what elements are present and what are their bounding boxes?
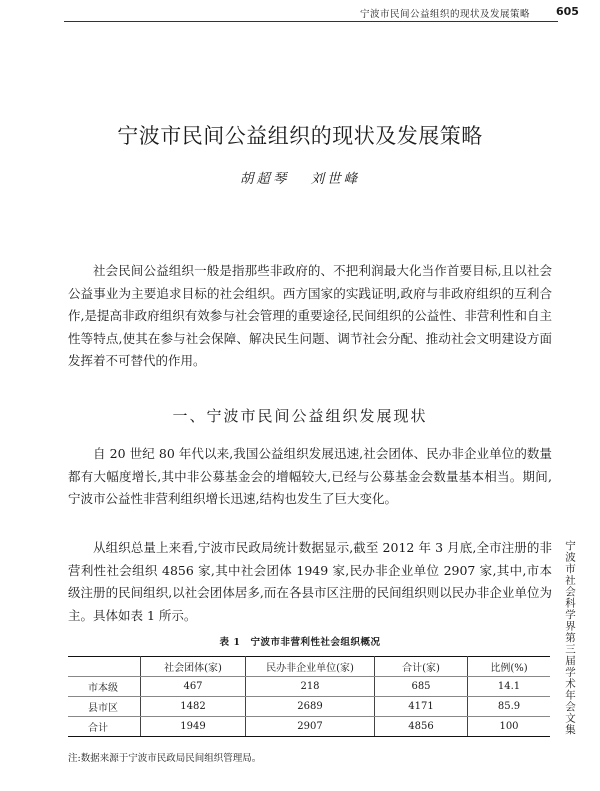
- table-cell: 4171: [375, 697, 468, 717]
- page-number: 605: [556, 5, 579, 18]
- table-cell: 2907: [246, 717, 375, 737]
- table-cell: 467: [141, 677, 246, 697]
- table-row-label: 县市区: [68, 697, 141, 717]
- table-note: 注:数据来源于宁波市民政局民间组织管理局。: [68, 753, 262, 764]
- table-header-cell: 民办非企业单位(家): [246, 657, 375, 677]
- article-authors: 胡超琴 刘世峰: [239, 171, 361, 187]
- section1-paragraph-2: 从组织总量上来看,宁波市民政局统计数据显示,截至 2012 年 3 月底,全市注册的非营利性社会组织 4856 家,其中社会团体 1949 家,民办非企业单位 2907 家,其中,市本级注册的民间组织,以社会团体居多,而在各县市区注册的民间组织则以民办非企业单位为主。具体如表 1 所示。: [68, 540, 552, 623]
- article-title: 宁波市民间公益组织的现状及发展策略: [117, 124, 483, 148]
- table-row: [68, 697, 550, 717]
- header-rule: [64, 21, 558, 22]
- table-header-cell: 合计(家): [375, 657, 468, 677]
- table-header-row: [68, 657, 550, 677]
- running-header-title: 宁波市民间公益组织的现状及发展策略: [360, 9, 531, 20]
- table-caption-label: 表 1: [219, 637, 241, 648]
- section1-paragraph-1: 自 20 世纪 80 年代以来,我国公益组织发展迅速,社会团体、民办非企业单位的数量都有大幅度增长,其中非公募基金会的增幅较大,已经与公募基金会数量基本相当。期间,宁波市公益性非营利组织增长迅速,结构也发生了巨大变化。: [68, 446, 552, 506]
- table-header-cell: 社会团体(家): [141, 657, 246, 677]
- table-header-cell: [68, 657, 141, 677]
- table-row-label: 合计: [68, 717, 141, 737]
- table-cell: 2689: [246, 697, 375, 717]
- table-caption: [0, 634, 600, 648]
- table-cell: 685: [375, 677, 468, 697]
- table-cell: 85.9: [468, 697, 551, 717]
- table-cell: 100: [468, 717, 551, 737]
- table-caption-text: 宁波市非营利性社会组织概况: [250, 637, 381, 648]
- section-heading: 一、宁波市民间公益组织发展现状: [172, 407, 428, 425]
- table-row: [68, 717, 550, 737]
- table-cell: 4856: [375, 717, 468, 737]
- table-cell: 14.1: [468, 677, 551, 697]
- side-collection-title: 宁波市社会科学界第三届学术年会文集: [564, 540, 576, 736]
- table-cell: 1949: [141, 717, 246, 737]
- table-row: [68, 677, 550, 697]
- table-cell: 1482: [141, 697, 246, 717]
- intro-paragraph: 社会民间公益组织一般是指那些非政府的、不把利润最大化当作首要目标,且以社会公益事业为主要追求目标的社会组织。西方国家的实践证明,政府与非政府组织的互利合作,是提高非政府组织有效参与社会管理的重要途径,民间组织的公益性、非营利性和自主性等特点,使其在参与社会保障、解决民生问题、调节社会分配、推动社会文明建设方面发挥着不可替代的作用。: [68, 263, 552, 368]
- table-row-label: 市本级: [68, 677, 141, 697]
- table-header-cell: 比例(%): [468, 657, 551, 677]
- data-table: [68, 656, 550, 737]
- table-cell: 218: [246, 677, 375, 697]
